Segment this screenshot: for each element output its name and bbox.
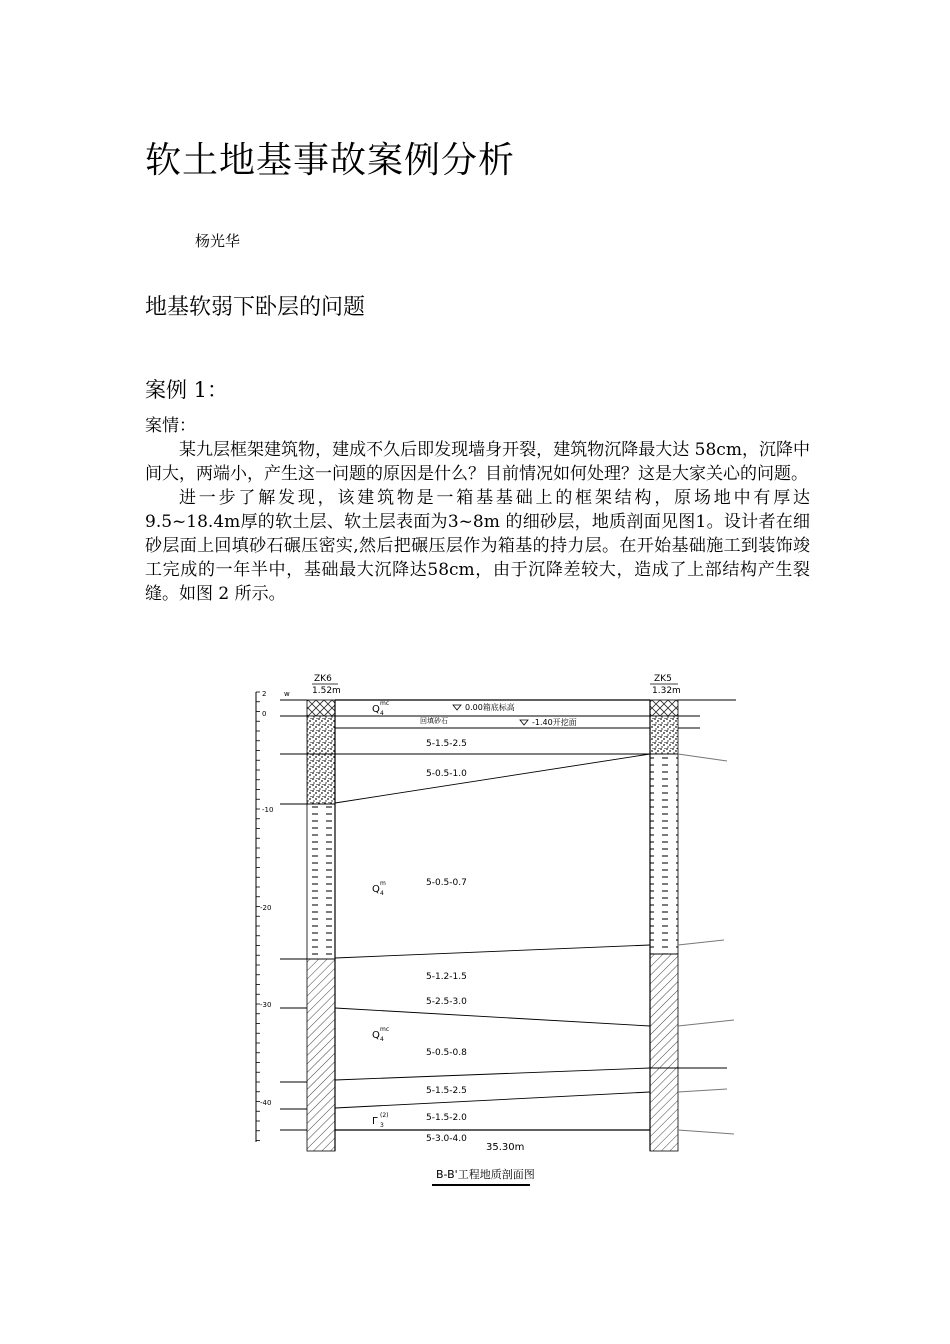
case-body	[145, 414, 810, 606]
scale-label-0: 0	[262, 710, 267, 718]
case-heading: 案例 1：	[145, 378, 229, 402]
layer-label-8: 5-1.5-2.0	[426, 1113, 467, 1123]
svg-text:3: 3	[380, 1122, 384, 1129]
borehole-zk5-elev: 1.32m	[652, 686, 681, 696]
svg-text:Q: Q	[372, 1030, 380, 1041]
w-label: w	[284, 690, 290, 698]
document-title: 软土地基事故案例分析	[145, 140, 516, 181]
geologic-profile-figure	[240, 664, 740, 1194]
layer-label-6: 5-0.5-0.8	[426, 1048, 467, 1058]
annotations	[372, 700, 577, 1153]
borehole-zk5-id: ZK5	[654, 674, 672, 684]
svg-text:(2): (2)	[380, 1112, 389, 1119]
svg-text:4: 4	[380, 710, 384, 717]
svg-text:mc: mc	[380, 1026, 390, 1033]
scale-label-m20: -20	[260, 904, 272, 912]
strata-symbol-3	[372, 1026, 389, 1043]
section-heading: 地基软弱下卧层的问题	[145, 295, 366, 320]
borehole-zk6	[307, 674, 341, 1151]
svg-text:Q: Q	[372, 884, 380, 895]
figure-caption	[432, 1167, 535, 1185]
layer-label-7: 5-1.5-2.5	[426, 1086, 467, 1096]
distance-label: 35.30m	[486, 1142, 525, 1153]
scale-label-2: 2	[262, 690, 267, 698]
depth-scale	[256, 690, 290, 1142]
layer-label-3: 5-0.5-0.7	[426, 878, 467, 888]
base-elevation-label: 0.00箱底标高	[465, 703, 515, 712]
author-name: 杨光华	[195, 232, 241, 250]
layer-label-5: 5-2.5-3.0	[426, 997, 467, 1007]
layer-label-1: 5-1.5-2.5	[426, 739, 467, 749]
layer-label-4: 5-1.2-1.5	[426, 972, 467, 982]
strata-symbol-2	[372, 880, 386, 897]
scale-label-m30: -30	[260, 1001, 272, 1009]
fill-label: 回填砂石	[420, 717, 448, 725]
paragraph-1: 某九层框架建筑物，建成不久后即发现墙身开裂，建筑物沉降最大达 58cm，沉降中间大，两端小，产生这一问题的原因是什么？目前情况如何处理？这是大家关心的问题。	[145, 440, 810, 484]
layer-label-9: 5-3.0-4.0	[426, 1134, 467, 1144]
strata-symbol-1	[372, 700, 389, 717]
svg-text:Γ: Γ	[372, 1116, 378, 1127]
excavation-label: -1.40开挖面	[532, 718, 577, 727]
geologic-profile-svg	[240, 664, 740, 1194]
paragraph-2: 进一步了解发现，该建筑物是一箱基基础上的框架结构，原场地中有厚达9.5~18.4m厚的软土层、软土层表面为3~8m 的细砂层，地质剖面见图1。设计者在细砂层面上回填砂石碾压密实,然后把碾压层作为箱基的持力层。在开始基础施工到装饰竣工完成的一年半中，基础最大沉降达58cm，由于沉降差较大，造成了上部结构产生裂缝。如图 2 所示。	[145, 488, 810, 604]
strata-symbol-4	[372, 1112, 389, 1129]
borehole-zk6-elev: 1.52m	[312, 686, 341, 696]
borehole-zk5	[650, 674, 681, 1151]
svg-text:Q: Q	[372, 704, 380, 715]
scale-label-m40: -40	[260, 1099, 272, 1107]
layer-label-2: 5-0.5-1.0	[426, 769, 467, 779]
borehole-zk6-id: ZK6	[314, 674, 332, 684]
svg-text:4: 4	[380, 1036, 384, 1043]
scale-label-m10: -10	[262, 806, 274, 814]
case-label: 案情：	[145, 416, 196, 436]
svg-text:B-B'工程地质剖面图: B-B'工程地质剖面图	[436, 1168, 535, 1181]
svg-text:m: m	[380, 880, 386, 887]
svg-text:mc: mc	[380, 700, 390, 707]
svg-text:4: 4	[380, 890, 384, 897]
